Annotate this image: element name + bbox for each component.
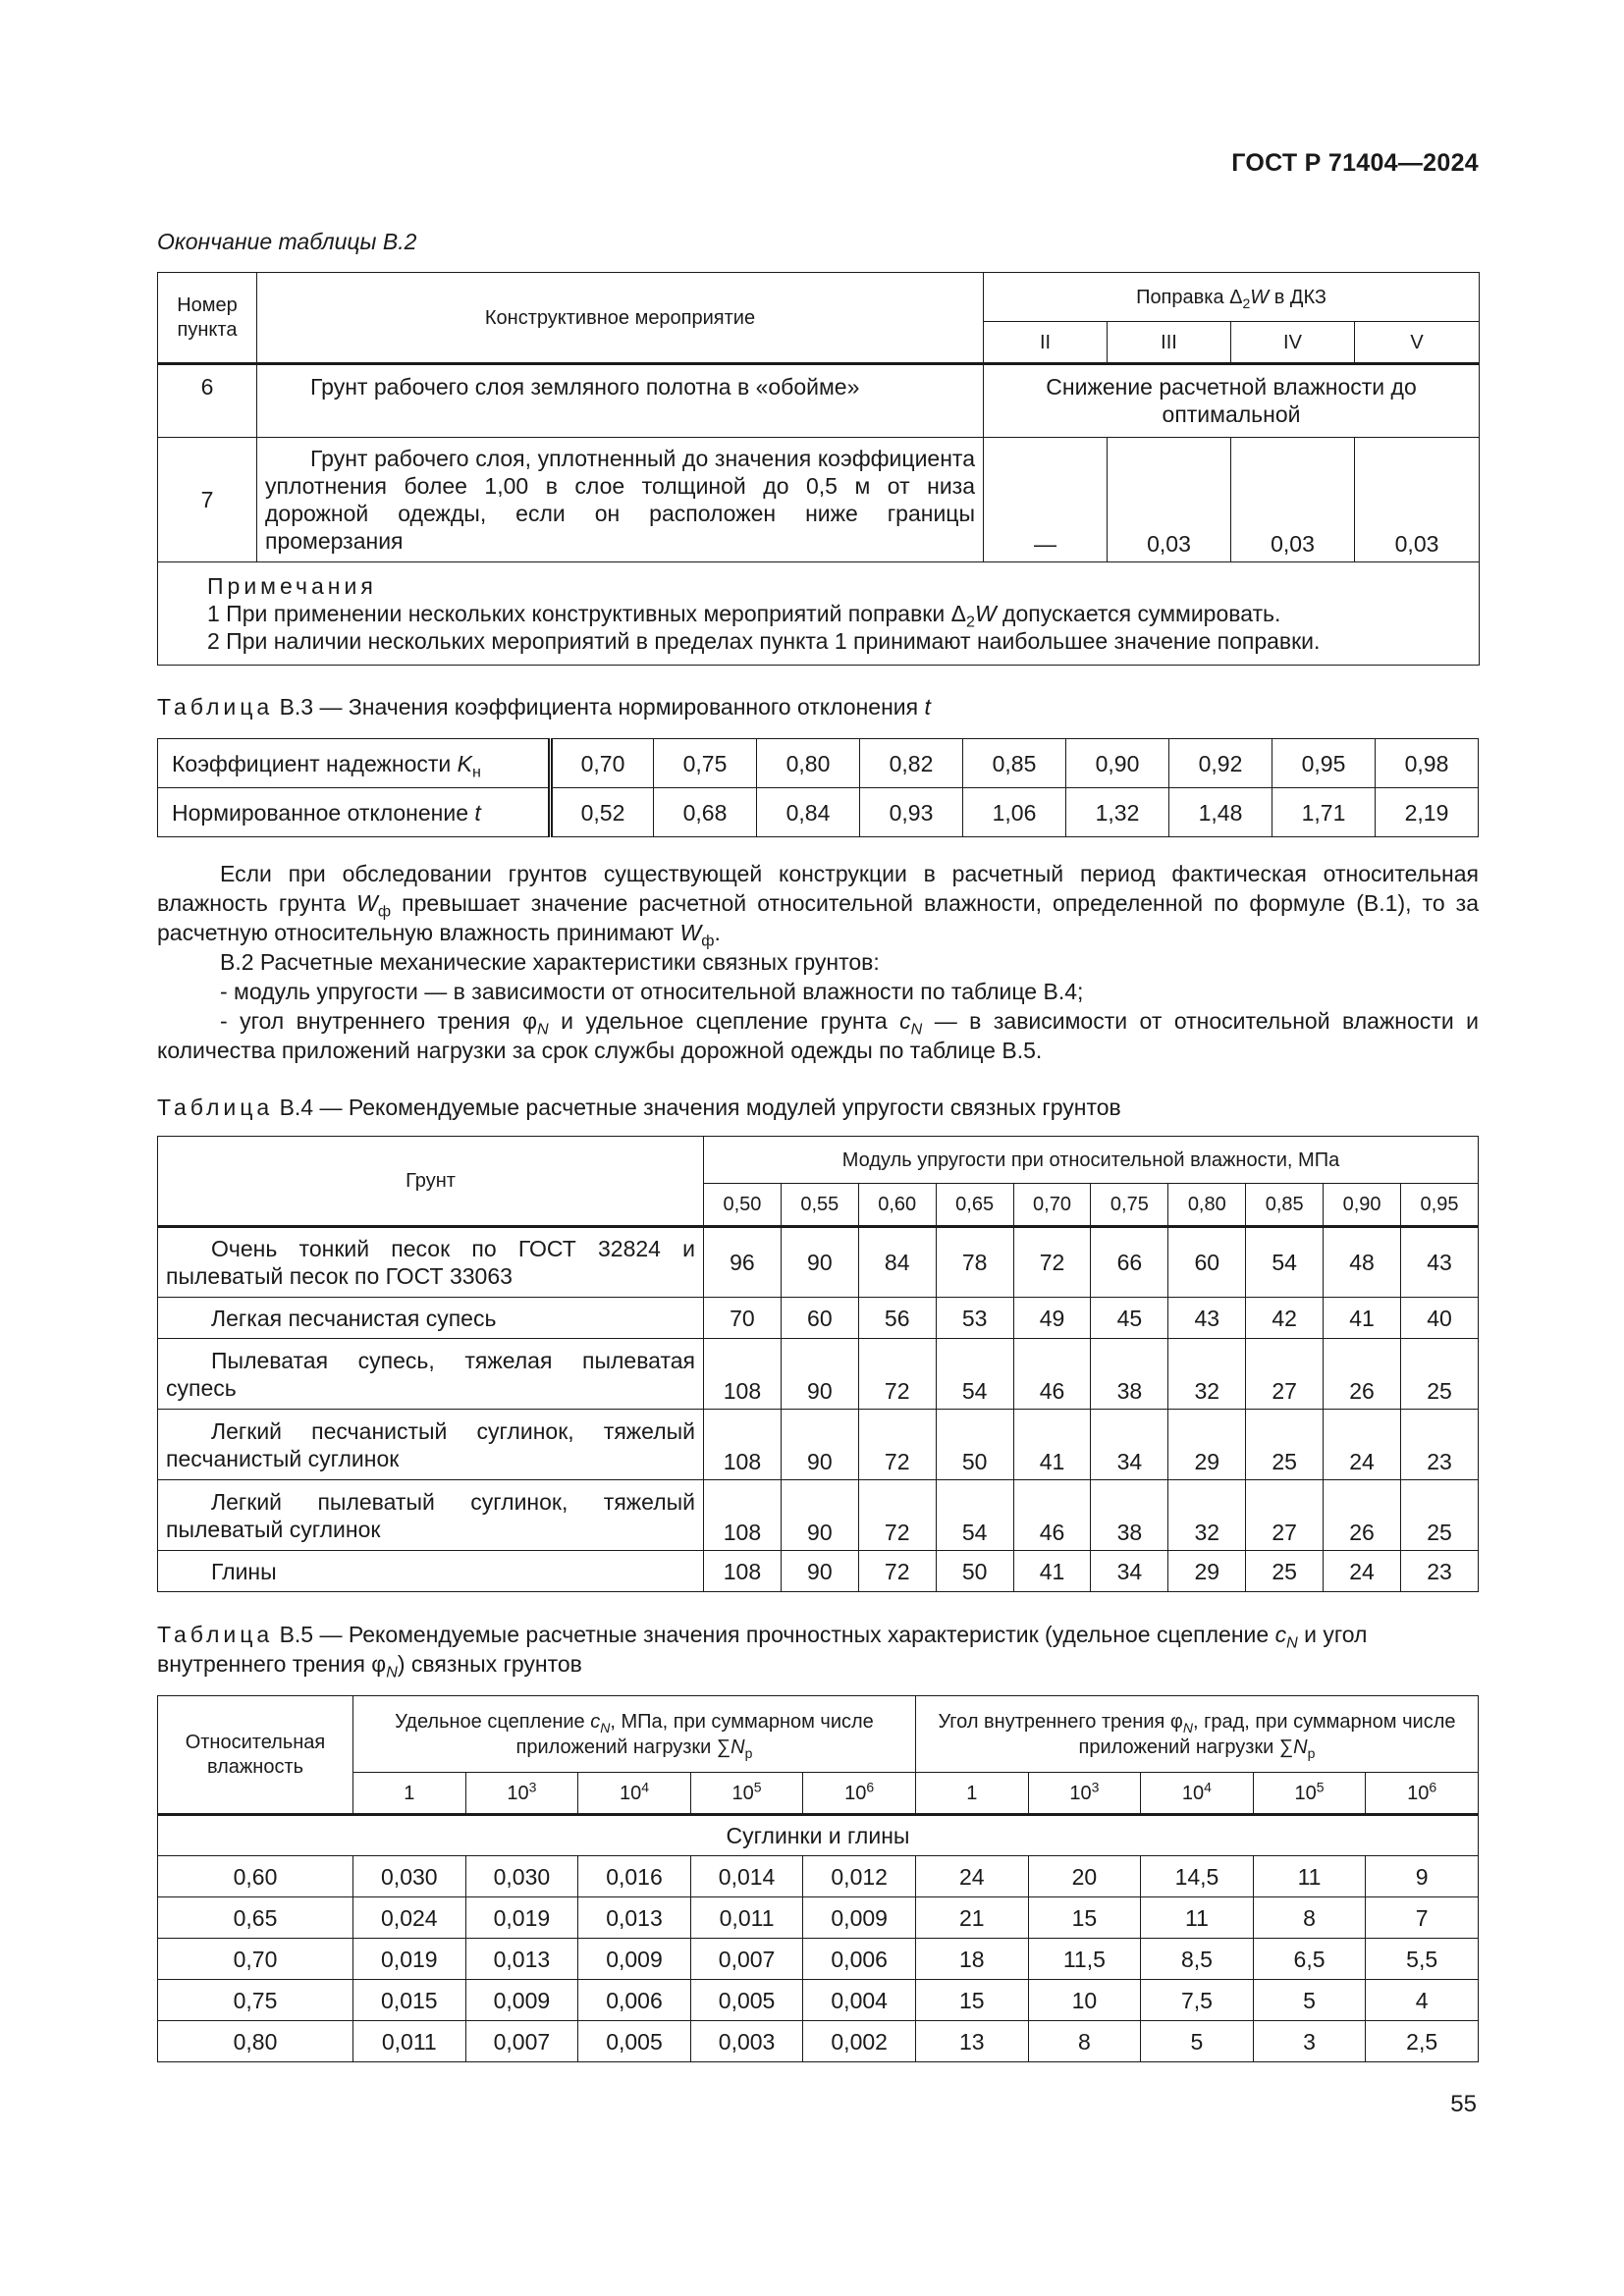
- zone-header: III: [1108, 322, 1231, 364]
- table-b2-caption: Окончание таблицы В.2: [157, 229, 417, 254]
- humidity-header: 0,95: [1401, 1184, 1479, 1227]
- cohesion-value: 0,030: [353, 1856, 466, 1897]
- paragraph: - угол внутреннего трения $\varphi_N$ и удельное сцепление грунта $c_N$ — в зависимости от относительной влажности и количества приложений нагрузки за срок службы дорожной одежды по таблице В.5.: [157, 1008, 1479, 1063]
- modulus-value: 53: [936, 1298, 1013, 1339]
- friction-value: 5: [1253, 1980, 1366, 2021]
- modulus-value: 54: [936, 1339, 1013, 1410]
- modulus-value: 108: [704, 1551, 782, 1592]
- b3-value: 0,98: [1376, 739, 1479, 788]
- load-header: $10^6$: [1366, 1773, 1479, 1815]
- table-b4-caption: Таблица В.4 — Рекомендуемые расчетные значения модулей упругости связных грунтов: [157, 1095, 1121, 1120]
- cohesion-value: 0,009: [465, 1980, 578, 2021]
- humidity-header: 0,65: [936, 1184, 1013, 1227]
- soil-name: Легкая песчанистая супесь: [158, 1298, 704, 1339]
- modulus-value: 46: [1013, 1480, 1091, 1551]
- b3-value: 0,84: [757, 788, 860, 837]
- cohesion-value: 0,004: [803, 1980, 916, 2021]
- modulus-value: 72: [858, 1410, 936, 1480]
- row-value: 0,03: [1231, 438, 1355, 562]
- paragraph: Если при обследовании грунтов существующей конструкции в расчетный период фактическая относительная влажность грунта $W_ф$ превышает значение расчетной относительной влажности, определенной по формуле (В.1), то за расчетную относительную влажность принимают $W_ф$.: [157, 861, 1479, 950]
- soil-name: Пылеватая супесь, тяжелая пылеватая супесь: [158, 1339, 704, 1410]
- friction-value: 8: [1028, 2021, 1141, 2062]
- modulus-value: 96: [704, 1227, 782, 1298]
- humidity-header: 0,55: [781, 1184, 858, 1227]
- modulus-value: 26: [1324, 1339, 1401, 1410]
- humidity-value: 0,70: [158, 1939, 353, 1980]
- modulus-value: 54: [1246, 1227, 1324, 1298]
- col-header-soil: Грунт: [158, 1137, 704, 1227]
- modulus-value: 25: [1401, 1480, 1479, 1551]
- modulus-value: 48: [1324, 1227, 1401, 1298]
- table-b3-caption: Таблица В.3 — Значения коэффициента нормированного отклонения t: [157, 694, 931, 720]
- humidity-header: 0,50: [704, 1184, 782, 1227]
- b3-value: 2,19: [1376, 788, 1479, 837]
- table-b2: [157, 272, 1480, 666]
- cohesion-value: 0,009: [578, 1939, 691, 1980]
- b3-value: 1,32: [1066, 788, 1169, 837]
- modulus-value: 23: [1401, 1410, 1479, 1480]
- row-measure: Грунт рабочего слоя земляного полотна в «обойме»: [257, 364, 984, 438]
- row-num: 6: [158, 364, 257, 438]
- b3-value: 1,06: [963, 788, 1066, 837]
- zone-header: II: [984, 322, 1108, 364]
- friction-value: 11: [1253, 1856, 1366, 1897]
- friction-value: 7,5: [1141, 1980, 1254, 2021]
- modulus-value: 90: [781, 1339, 858, 1410]
- modulus-value: 72: [858, 1339, 936, 1410]
- modulus-value: 34: [1091, 1410, 1168, 1480]
- friction-value: 5: [1141, 2021, 1254, 2062]
- cohesion-value: 0,013: [578, 1897, 691, 1939]
- paragraph: В.2 Расчетные механические характеристики связных грунтов:: [220, 949, 880, 975]
- b3-value: 1,48: [1169, 788, 1272, 837]
- table-b5: [157, 1695, 1479, 2062]
- modulus-value: 41: [1013, 1410, 1091, 1480]
- soil-name: Легкий пылеватый суглинок, тяжелый пылеватый суглинок: [158, 1480, 704, 1551]
- friction-value: 9: [1366, 1856, 1479, 1897]
- friction-value: 10: [1028, 1980, 1141, 2021]
- modulus-value: 41: [1013, 1551, 1091, 1592]
- modulus-value: 90: [781, 1551, 858, 1592]
- modulus-value: 41: [1324, 1298, 1401, 1339]
- modulus-value: 54: [936, 1480, 1013, 1551]
- friction-value: 3: [1253, 2021, 1366, 2062]
- friction-value: 13: [915, 2021, 1028, 2062]
- modulus-value: 29: [1168, 1551, 1246, 1592]
- b3-row1-label: Коэффициент надежности $K_н$: [158, 739, 551, 788]
- friction-value: 2,5: [1366, 2021, 1479, 2062]
- cohesion-value: 0,006: [578, 1980, 691, 2021]
- row-value: 0,03: [1108, 438, 1231, 562]
- soil-name: Легкий песчанистый суглинок, тяжелый песчанистый суглинок: [158, 1410, 704, 1480]
- modulus-value: 38: [1091, 1480, 1168, 1551]
- modulus-value: 42: [1246, 1298, 1324, 1339]
- humidity-value: 0,65: [158, 1897, 353, 1939]
- soil-name: Очень тонкий песок по ГОСТ 32824 и пылеватый песок по ГОСТ 33063: [158, 1227, 704, 1298]
- cohesion-value: 0,019: [465, 1897, 578, 1939]
- friction-value: 15: [1028, 1897, 1141, 1939]
- humidity-header: 0,70: [1013, 1184, 1091, 1227]
- b3-value: 0,93: [860, 788, 963, 837]
- body-text: [157, 859, 1479, 1065]
- modulus-value: 45: [1091, 1298, 1168, 1339]
- col-header-cohesion: Удельное сцепление $c_N$, МПа, при суммарном числе приложений нагрузки $\sum N_р$: [353, 1696, 916, 1773]
- load-header: $10^3$: [1028, 1773, 1141, 1815]
- cohesion-value: 0,011: [690, 1897, 803, 1939]
- zone-header: IV: [1231, 322, 1355, 364]
- cohesion-value: 0,024: [353, 1897, 466, 1939]
- modulus-value: 78: [936, 1227, 1013, 1298]
- humidity-value: 0,75: [158, 1980, 353, 2021]
- page-number: 55: [1450, 2091, 1477, 2117]
- modulus-value: 27: [1246, 1339, 1324, 1410]
- b3-value: 0,52: [551, 788, 654, 837]
- cohesion-value: 0,030: [465, 1856, 578, 1897]
- col-header-measure: Конструктивное мероприятие: [257, 273, 984, 364]
- b3-value: 0,80: [757, 739, 860, 788]
- cohesion-value: 0,019: [353, 1939, 466, 1980]
- modulus-value: 90: [781, 1480, 858, 1551]
- modulus-value: 84: [858, 1227, 936, 1298]
- modulus-value: 29: [1168, 1410, 1246, 1480]
- b3-value: 0,85: [963, 739, 1066, 788]
- load-header: $10^6$: [803, 1773, 916, 1815]
- cohesion-value: 0,005: [690, 1980, 803, 2021]
- load-header: $10^5$: [690, 1773, 803, 1815]
- row-num: 7: [158, 438, 257, 562]
- modulus-value: 32: [1168, 1339, 1246, 1410]
- friction-value: 8,5: [1141, 1939, 1254, 1980]
- b3-value: 1,71: [1272, 788, 1376, 837]
- modulus-value: 90: [781, 1410, 858, 1480]
- cohesion-value: 0,012: [803, 1856, 916, 1897]
- friction-value: 24: [915, 1856, 1028, 1897]
- standard-code: ГОСТ Р 71404—2024: [1231, 149, 1479, 177]
- load-header: $10^5$: [1253, 1773, 1366, 1815]
- b3-value: 0,95: [1272, 739, 1376, 788]
- modulus-value: 108: [704, 1410, 782, 1480]
- modulus-value: 25: [1246, 1551, 1324, 1592]
- modulus-value: 72: [858, 1480, 936, 1551]
- cohesion-value: 0,009: [803, 1897, 916, 1939]
- modulus-value: 38: [1091, 1339, 1168, 1410]
- table-b5-caption: Таблица В.5 — Рекомендуемые расчетные значения прочностных характеристик (удельное сцепление $c_N$ и угол внутреннего трения $\varphi_N$) связных грунтов: [157, 1622, 1368, 1682]
- modulus-value: 32: [1168, 1480, 1246, 1551]
- modulus-value: 24: [1324, 1410, 1401, 1480]
- modulus-value: 70: [704, 1298, 782, 1339]
- friction-value: 15: [915, 1980, 1028, 2021]
- friction-value: 11,5: [1028, 1939, 1141, 1980]
- modulus-value: 108: [704, 1480, 782, 1551]
- modulus-value: 49: [1013, 1298, 1091, 1339]
- load-header: $10^3$: [465, 1773, 578, 1815]
- friction-value: 7: [1366, 1897, 1479, 1939]
- note-2: 2 При наличии нескольких мероприятий в пределах пункта 1 принимают наибольшее значение поправки.: [207, 628, 1321, 654]
- humidity-header: 0,80: [1168, 1184, 1246, 1227]
- humidity-header: 0,85: [1246, 1184, 1324, 1227]
- friction-value: 8: [1253, 1897, 1366, 1939]
- modulus-value: 66: [1091, 1227, 1168, 1298]
- table-b4: [157, 1136, 1479, 1592]
- modulus-value: 26: [1324, 1480, 1401, 1551]
- cohesion-value: 0,013: [465, 1939, 578, 1980]
- humidity-header: 0,60: [858, 1184, 936, 1227]
- cohesion-value: 0,007: [465, 2021, 578, 2062]
- b3-value: 0,75: [654, 739, 757, 788]
- cohesion-value: 0,005: [578, 2021, 691, 2062]
- humidity-header: 0,90: [1324, 1184, 1401, 1227]
- cohesion-value: 0,016: [578, 1856, 691, 1897]
- modulus-value: 27: [1246, 1480, 1324, 1551]
- row-value: —: [984, 438, 1108, 562]
- col-header-correction: Поправка $\Delta_2W$ в ДКЗ: [984, 273, 1480, 322]
- col-header-num: Номер пункта: [158, 273, 257, 364]
- b3-value: 0,70: [551, 739, 654, 788]
- paragraph: - модуль упругости — в зависимости от относительной влажности по таблице В.4;: [220, 979, 1084, 1004]
- cohesion-value: 0,015: [353, 1980, 466, 2021]
- b3-value: 0,90: [1066, 739, 1169, 788]
- modulus-value: 56: [858, 1298, 936, 1339]
- modulus-value: 50: [936, 1551, 1013, 1592]
- modulus-value: 43: [1168, 1298, 1246, 1339]
- notes-title: Примечания: [207, 573, 377, 599]
- modulus-value: 50: [936, 1410, 1013, 1480]
- note-1: 1 При применении нескольких конструктивных мероприятий поправки $\Delta_2W$ допускается суммировать.: [207, 601, 1281, 631]
- humidity-value: 0,80: [158, 2021, 353, 2062]
- friction-value: 18: [915, 1939, 1028, 1980]
- row-merged-value: Снижение расчетной влажности до оптимальной: [984, 364, 1480, 438]
- cohesion-value: 0,007: [690, 1939, 803, 1980]
- cohesion-value: 0,002: [803, 2021, 916, 2062]
- load-header: 1: [353, 1773, 466, 1815]
- table-b3: [157, 738, 1479, 837]
- modulus-value: 108: [704, 1339, 782, 1410]
- row-measure: Грунт рабочего слоя, уплотненный до значения коэффициента уплотнения более 1,00 в слое толщиной до 0,5 м от низа дорожной одежды, если он расположен ниже границы промерзания: [257, 438, 984, 562]
- cohesion-value: 0,011: [353, 2021, 466, 2062]
- modulus-value: 40: [1401, 1298, 1479, 1339]
- modulus-value: 23: [1401, 1551, 1479, 1592]
- friction-value: 20: [1028, 1856, 1141, 1897]
- modulus-value: 60: [1168, 1227, 1246, 1298]
- modulus-value: 72: [1013, 1227, 1091, 1298]
- friction-value: 4: [1366, 1980, 1479, 2021]
- load-header: $10^4$: [578, 1773, 691, 1815]
- cohesion-value: 0,003: [690, 2021, 803, 2062]
- modulus-value: 43: [1401, 1227, 1479, 1298]
- b3-row2-label: Нормированное отклонение t: [158, 788, 551, 837]
- soil-name: Глины: [158, 1551, 704, 1592]
- modulus-value: 90: [781, 1227, 858, 1298]
- friction-value: 21: [915, 1897, 1028, 1939]
- col-header-humidity: Относительная влажность: [158, 1696, 353, 1815]
- col-header-modulus: Модуль упругости при относительной влажности, МПа: [704, 1137, 1479, 1184]
- zone-header: V: [1355, 322, 1480, 364]
- b3-value: 0,92: [1169, 739, 1272, 788]
- b3-value: 0,82: [860, 739, 963, 788]
- modulus-value: 34: [1091, 1551, 1168, 1592]
- modulus-value: 25: [1401, 1339, 1479, 1410]
- row-value: 0,03: [1355, 438, 1480, 562]
- modulus-value: 25: [1246, 1410, 1324, 1480]
- modulus-value: 46: [1013, 1339, 1091, 1410]
- section-title: Суглинки и глины: [158, 1815, 1479, 1856]
- friction-value: 6,5: [1253, 1939, 1366, 1980]
- col-header-friction: Угол внутреннего трения $\varphi_N$, град, при суммарном числе приложений нагрузки $\sum N_р$: [915, 1696, 1478, 1773]
- cohesion-value: 0,006: [803, 1939, 916, 1980]
- friction-value: 5,5: [1366, 1939, 1479, 1980]
- b3-value: 0,68: [654, 788, 757, 837]
- humidity-value: 0,60: [158, 1856, 353, 1897]
- load-header: 1: [915, 1773, 1028, 1815]
- modulus-value: 24: [1324, 1551, 1401, 1592]
- friction-value: 14,5: [1141, 1856, 1254, 1897]
- humidity-header: 0,75: [1091, 1184, 1168, 1227]
- friction-value: 11: [1141, 1897, 1254, 1939]
- cohesion-value: 0,014: [690, 1856, 803, 1897]
- load-header: $10^4$: [1141, 1773, 1254, 1815]
- modulus-value: 60: [781, 1298, 858, 1339]
- table-notes: [158, 562, 1480, 666]
- modulus-value: 72: [858, 1551, 936, 1592]
